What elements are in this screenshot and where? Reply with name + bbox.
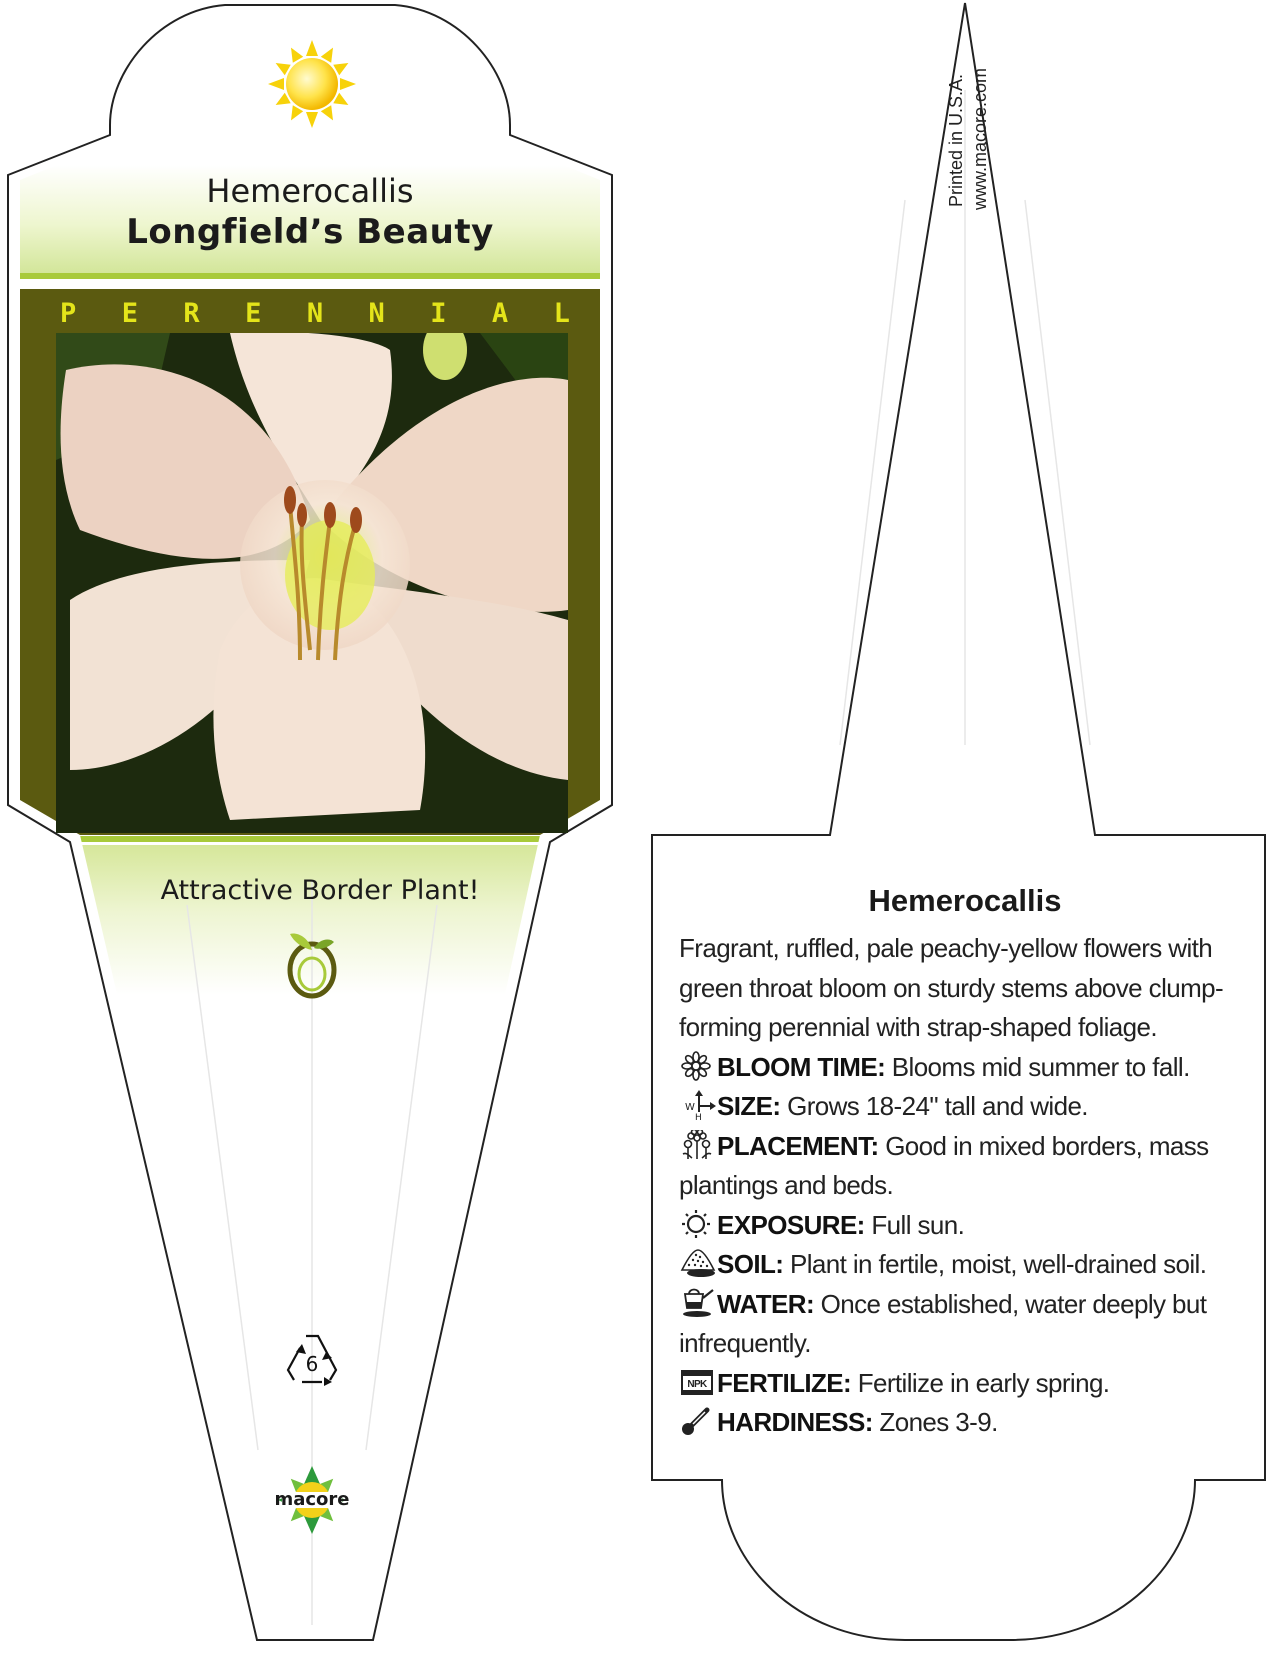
category-letter: L bbox=[553, 298, 570, 329]
npk-icon bbox=[679, 1367, 717, 1397]
size-text: Grows 18-24" tall and wide. bbox=[787, 1091, 1088, 1121]
hardiness-row bbox=[679, 1403, 1239, 1443]
watering-can-icon bbox=[679, 1288, 717, 1318]
category-letter: N bbox=[368, 298, 385, 329]
description: Fragrant, ruffled, pale peachy-yellow flowers with green throat bloom on sturdy stems above clump-forming perennial with strap-shaped foliage. bbox=[679, 933, 1224, 1042]
category-letter: E bbox=[121, 298, 138, 329]
placement-row bbox=[679, 1127, 1239, 1206]
back-title: Hemerocallis bbox=[868, 883, 1062, 918]
size-icon-w: W bbox=[685, 1102, 695, 1113]
thermometer-icon bbox=[679, 1406, 717, 1436]
soil-row bbox=[679, 1245, 1239, 1285]
bloom-time-text: Blooms mid summer to fall. bbox=[891, 1051, 1190, 1082]
category-letter: N bbox=[306, 298, 324, 329]
soil-label: SOIL: bbox=[717, 1249, 784, 1279]
category-letter: E bbox=[245, 298, 262, 329]
sun-outline-icon bbox=[679, 1209, 717, 1239]
fertilize-row bbox=[679, 1364, 1239, 1404]
soil-text: Plant in fertile, moist, well-drained soil. bbox=[789, 1249, 1207, 1279]
exposure-row bbox=[679, 1206, 1239, 1246]
soil-icon bbox=[679, 1248, 717, 1278]
flower-icon bbox=[679, 1051, 717, 1081]
exposure-text: Full sun. bbox=[871, 1209, 965, 1240]
size-row bbox=[679, 1087, 1239, 1127]
placement-text: Good in mixed borders, mass plantings and beds. bbox=[679, 1130, 1209, 1200]
water-row bbox=[679, 1285, 1239, 1364]
fertilize-label: FERTILIZE: bbox=[717, 1367, 852, 1398]
recycle-code: 6 bbox=[305, 1352, 319, 1376]
care-info bbox=[679, 929, 1239, 1443]
water-label: WATER: bbox=[717, 1288, 815, 1319]
placement-label: PLACEMENT: bbox=[717, 1130, 879, 1161]
size-icon bbox=[679, 1090, 717, 1120]
water-text: Once established, water deeply but infrequently. bbox=[679, 1288, 1207, 1358]
plant-variety: Longfield’s Beauty bbox=[126, 212, 494, 252]
bloom-time-label: BLOOM TIME: bbox=[717, 1051, 886, 1082]
fertilize-text: Fertilize in early spring. bbox=[857, 1367, 1110, 1398]
tagline: Attractive Border Plant! bbox=[160, 875, 480, 906]
placement-icon bbox=[679, 1130, 717, 1160]
category-letter: R bbox=[183, 298, 200, 329]
category-letter: A bbox=[491, 298, 509, 329]
size-icon-h: H bbox=[695, 1113, 702, 1120]
hardiness-text: Zones 3-9. bbox=[879, 1407, 998, 1437]
plant-genus: Hemerocallis bbox=[206, 172, 414, 210]
category-letter: P bbox=[60, 298, 77, 329]
website-label: www.macore.com bbox=[970, 67, 990, 210]
brand-name: macore bbox=[274, 1489, 350, 1510]
hardiness-label: HARDINESS: bbox=[717, 1407, 873, 1437]
size-label: SIZE: bbox=[717, 1091, 781, 1121]
npk-text: NPK bbox=[687, 1378, 707, 1390]
exposure-label: EXPOSURE: bbox=[717, 1209, 865, 1240]
category-letter: I bbox=[430, 298, 447, 329]
daylily-photo bbox=[56, 320, 568, 833]
printed-in-label: Printed in U.S.A. bbox=[946, 73, 966, 207]
bloom-time-row bbox=[679, 1048, 1239, 1088]
category-label bbox=[60, 298, 570, 334]
